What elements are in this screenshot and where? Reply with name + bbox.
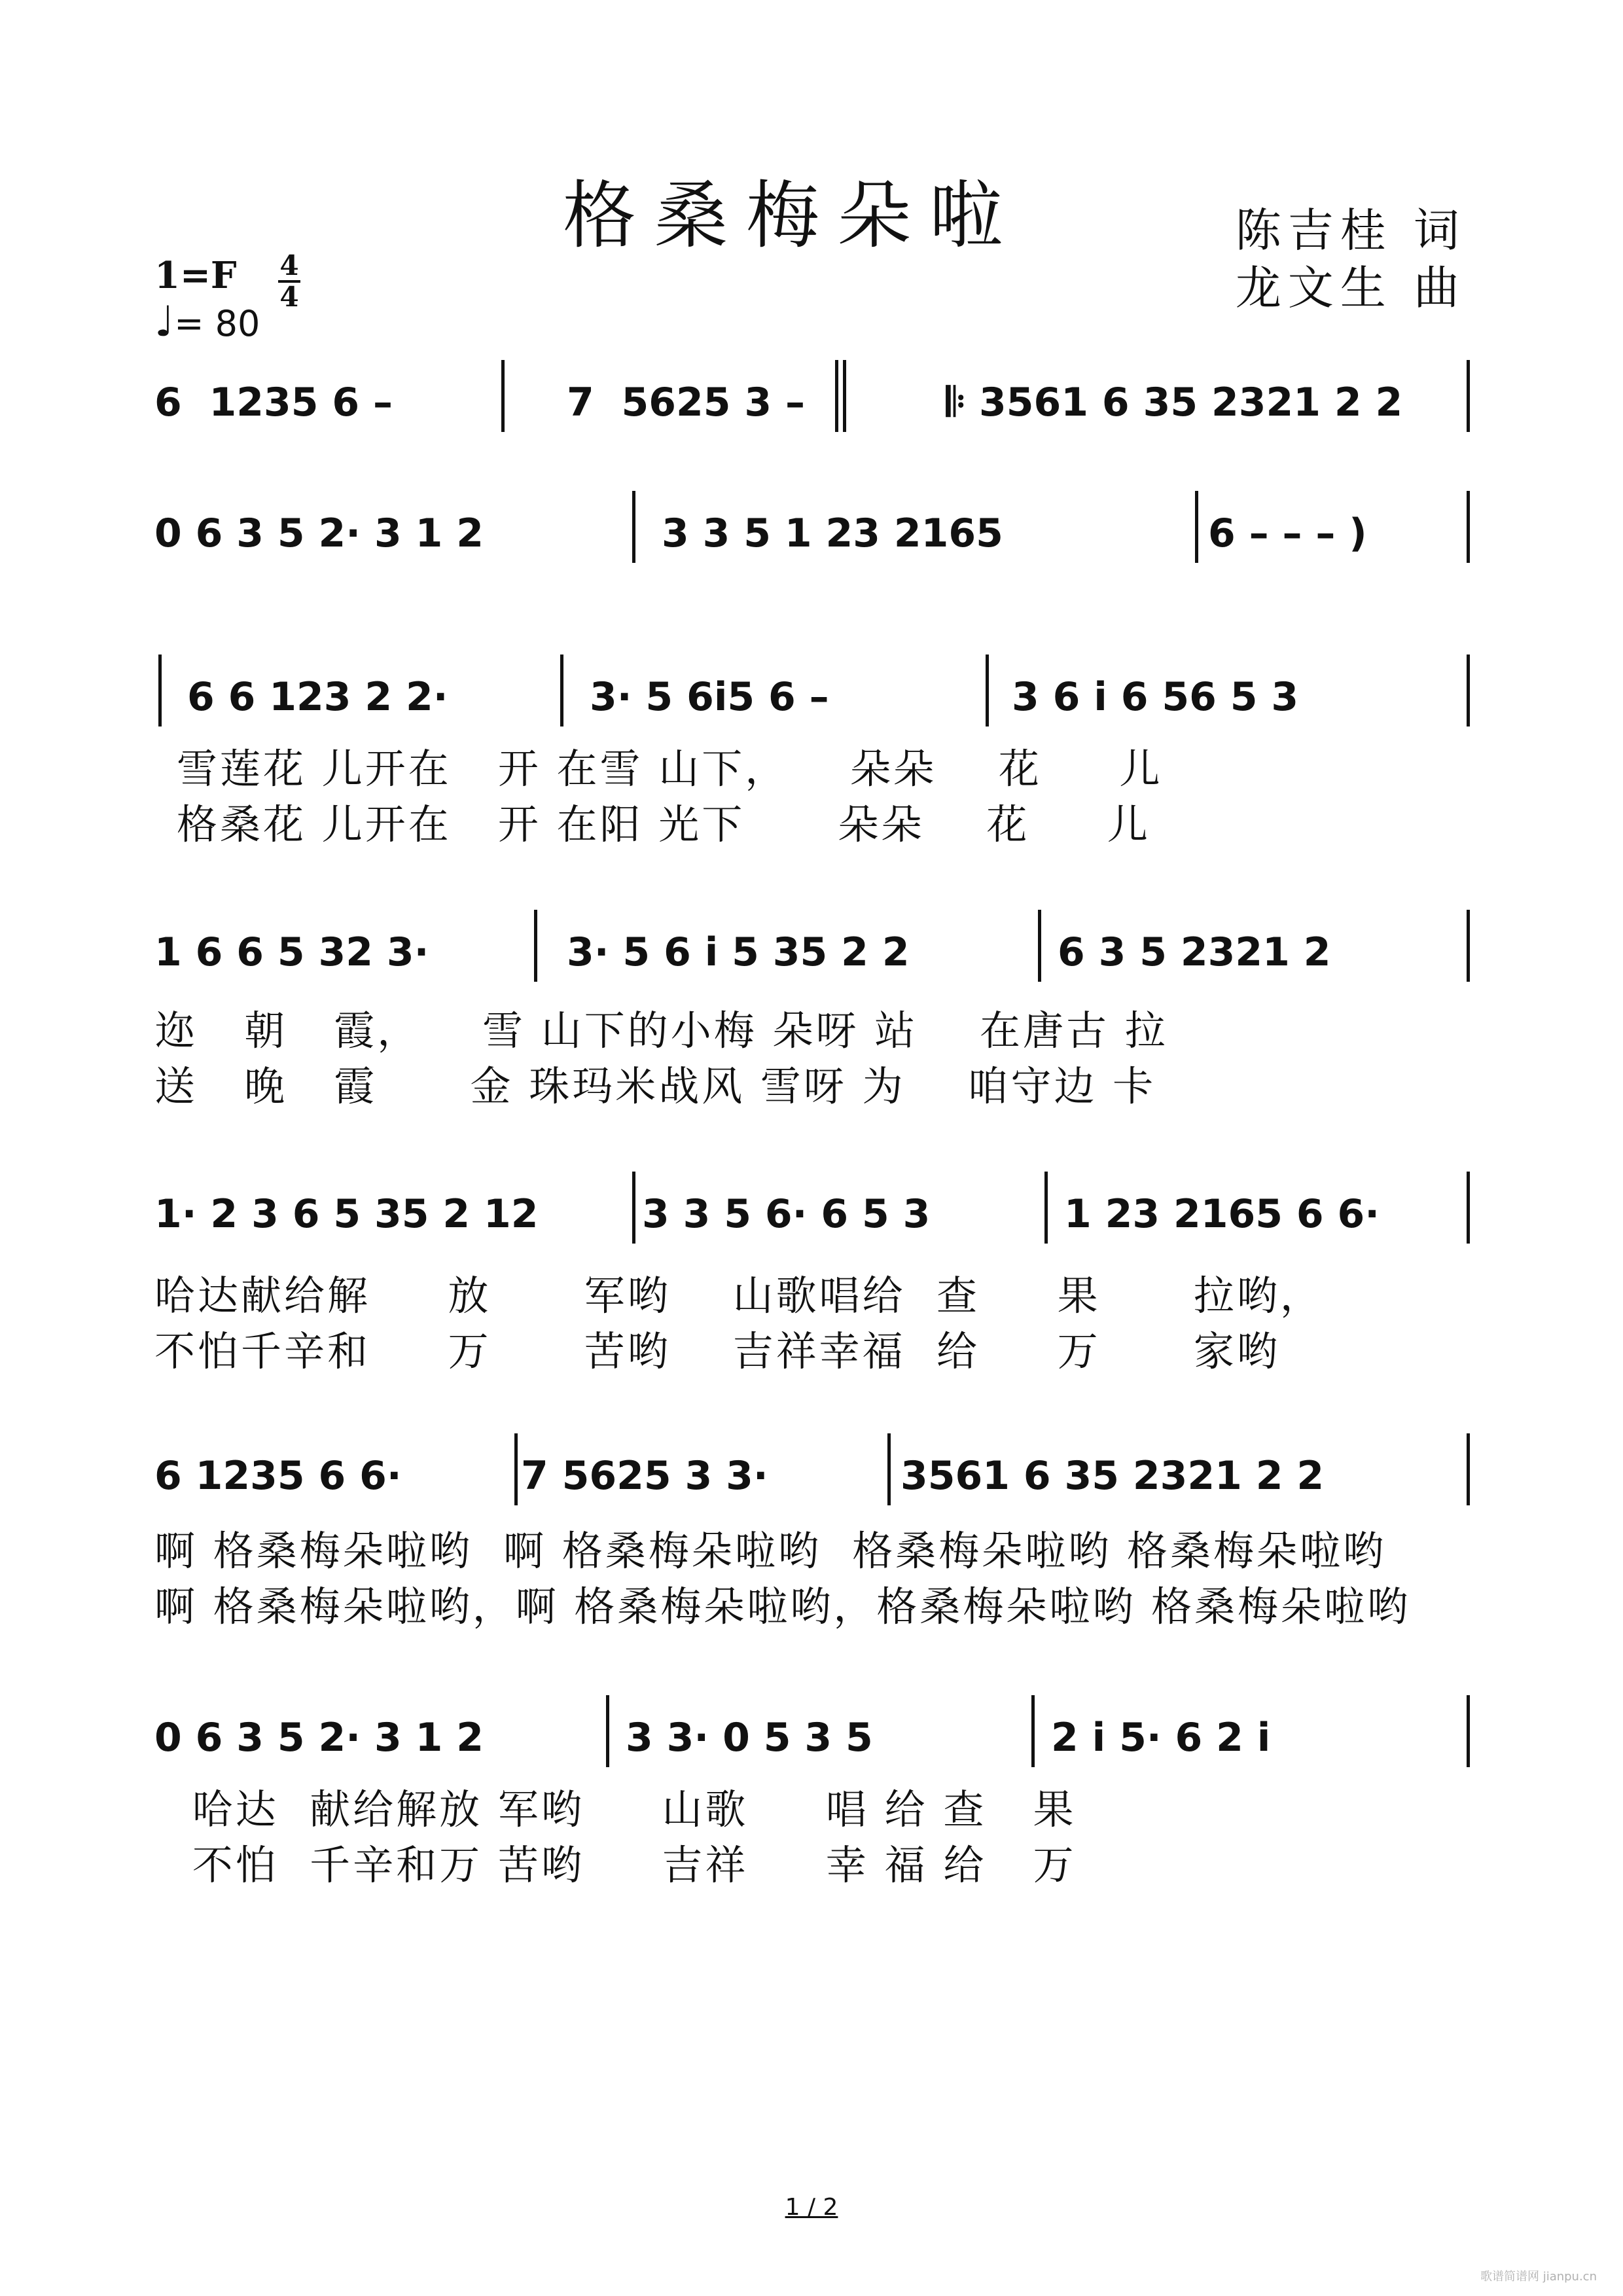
system-2 — [154, 497, 1470, 569]
measure: 6 6 123 2 2· — [187, 674, 448, 720]
system-4 — [154, 916, 1470, 988]
measure: 3 3 5 6· 6 5 3 — [642, 1191, 931, 1237]
measure: 6 1235 6 6· — [154, 1453, 402, 1499]
time-signature-bottom: 4 — [279, 281, 299, 313]
system-1 — [154, 367, 1470, 439]
barline — [158, 655, 162, 726]
time-signature — [276, 251, 302, 312]
measure: 6 3 5 2321 2 — [1058, 929, 1331, 975]
measure: 6 1235 6 – — [154, 380, 393, 425]
system-3 — [154, 661, 1470, 733]
lyric-line: 送 晚 霞 金 珠玛米战风 雪呀 为 咱守边 卡 — [154, 1062, 1156, 1110]
measure: 2 i 5· 6 2 i — [1051, 1715, 1271, 1761]
barline — [632, 1172, 635, 1244]
measure: 3· 5 6 i 5 35 2 2 — [567, 929, 910, 975]
measure: 𝄆 3561 6 35 2321 2 2 — [946, 380, 1403, 425]
tempo-value: = 80 — [174, 303, 260, 344]
measure: 3 3· 0 5 3 5 — [626, 1715, 873, 1761]
lyric-line: 格桑花 儿开在 开 在阳 光下 朵朵 花 儿 — [177, 800, 1150, 848]
composer-credit: 龙文生 曲 — [1235, 261, 1466, 315]
measure: 1· 2 3 6 5 35 2 12 — [154, 1191, 539, 1237]
measure: 3561 6 35 2321 2 2 — [901, 1453, 1325, 1499]
measure: 3 3 5 1 23 2165 — [662, 511, 1003, 556]
system-2-notes — [154, 497, 1470, 556]
barline — [1031, 1695, 1035, 1767]
system-3-notes — [154, 661, 1470, 720]
system-7 — [154, 1702, 1470, 1774]
system-6-notes — [154, 1440, 1470, 1499]
barline — [1044, 1172, 1048, 1244]
song-title: 格桑梅朵啦 — [563, 173, 1021, 259]
lyric-line: 啊 格桑梅朵啦哟 啊 格桑梅朵啦哟 格桑梅朵啦哟 格桑梅朵啦哟 — [154, 1527, 1386, 1575]
key-signature: 1=F — [154, 254, 237, 297]
tempo-marking — [154, 298, 260, 346]
system-5 — [154, 1178, 1470, 1250]
barline — [632, 491, 635, 563]
lyric-line: 不怕 千辛和万 苦哟 吉祥 幸 福 给 万 — [177, 1841, 1077, 1889]
system-5-notes — [154, 1178, 1470, 1237]
measure: 3· 5 6i5 6 – — [590, 674, 829, 720]
measure: 6 – – – ) — [1208, 511, 1367, 556]
quarter-note-icon: ♩ — [154, 298, 175, 346]
barline — [1038, 910, 1041, 982]
barline — [534, 910, 537, 982]
barline — [1467, 491, 1470, 563]
system-4-notes — [154, 916, 1470, 975]
measure: 0 6 3 5 2· 3 1 2 — [154, 511, 484, 556]
page-number: 1 / 2 — [785, 2194, 838, 2221]
barline — [1467, 360, 1470, 432]
measure: 0 6 3 5 2· 3 1 2 — [154, 1715, 484, 1761]
repeat-barline — [843, 360, 846, 432]
measure: 7 5625 3 – — [567, 380, 806, 425]
lyric-line: 雪莲花 儿开在 开 在雪 山下， 朵朵 花 儿 — [177, 745, 1163, 793]
barline — [606, 1695, 609, 1767]
lyric-line: 啊 格桑梅朵啦哟，啊 格桑梅朵啦哟，格桑梅朵啦哟 格桑梅朵啦哟 — [154, 1583, 1411, 1630]
system-1-notes — [154, 367, 1470, 425]
lyricist-credit: 陈吉桂 词 — [1235, 204, 1466, 257]
lyric-line: 不怕千辛和 万 苦哟 吉祥幸福 给 万 家哟 — [154, 1327, 1280, 1375]
system-7-notes — [154, 1702, 1470, 1761]
barline — [501, 360, 505, 432]
system-6 — [154, 1440, 1470, 1512]
measure: 3 6 i 6 56 5 3 — [1012, 674, 1299, 720]
barline — [887, 1433, 891, 1505]
repeat-barline — [835, 360, 838, 432]
lyric-line: 迩 朝 霞， 雪 山下的小梅 朵呀 站 在唐古 拉 — [154, 1007, 1168, 1054]
barline — [1467, 655, 1470, 726]
measure: 1 6 6 5 32 3· — [154, 929, 429, 975]
barline — [986, 655, 989, 726]
site-watermark: 歌谱简谱网 jianpu.cn — [1480, 2270, 1597, 2284]
measure: 1 23 2165 6 6· — [1064, 1191, 1380, 1237]
barline — [1467, 1172, 1470, 1244]
lyric-line: 哈达 献给解放 军哟 山歌 唱 给 查 果 — [177, 1785, 1077, 1833]
barline — [1467, 910, 1470, 982]
measure: 7 5625 3 3· — [521, 1453, 768, 1499]
lyric-line: 哈达献给解 放 军哟 山歌唱给 查 果 拉哟， — [154, 1272, 1323, 1319]
barline — [1195, 491, 1198, 563]
barline — [514, 1433, 518, 1505]
barline — [1467, 1433, 1470, 1505]
barline — [560, 655, 563, 726]
time-signature-top: 4 — [279, 249, 299, 281]
barline — [1467, 1695, 1470, 1767]
